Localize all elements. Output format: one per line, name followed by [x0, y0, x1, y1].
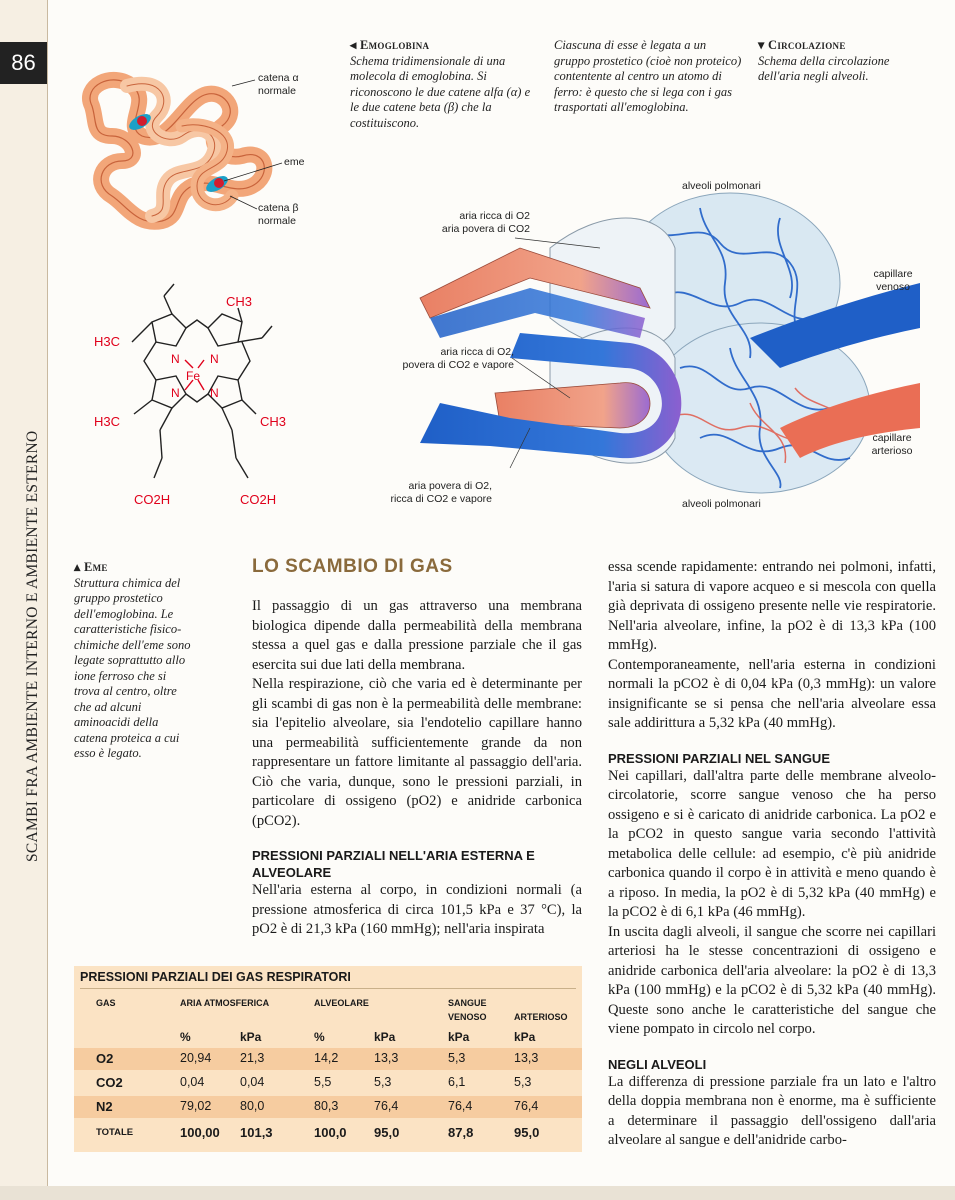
cell: 101,3 — [240, 1125, 273, 1140]
cell: 80,3 — [314, 1099, 339, 1113]
unit-kpa-1: kPa — [240, 1030, 262, 1044]
heme-co2h-2: CO2H — [240, 492, 277, 507]
article-col2 — [608, 558, 936, 1151]
cell: 95,0 — [374, 1125, 400, 1140]
caption-emoglobina-head: Emoglobina — [360, 38, 430, 52]
cell: 100,00 — [180, 1125, 220, 1140]
heme-ch3-top: CH3 — [226, 294, 253, 309]
cell: 87,8 — [448, 1125, 474, 1140]
cell: 76,4 — [374, 1099, 399, 1113]
table-rule — [80, 988, 576, 989]
th-atm: ARIA ATMOSFERICA — [180, 998, 270, 1008]
th-venoso: SANGUE VENOSO — [448, 998, 487, 1022]
unit-kpa-2: kPa — [374, 1030, 396, 1044]
heme-n-2: N — [210, 352, 219, 366]
article-title: LO SCAMBIO DI GAS — [252, 556, 453, 577]
th-gas: GAS — [96, 998, 116, 1008]
caption-eme-text: Struttura chimica del gruppo prostetico dell'emoglobina. Le caratteristiche fisico-chimiche dell'eme sono legate soprattutto allo ione ferroso che si trova al centro, oltre che ad alcuni aminoacidi della catena proteica a cui esso è legato. — [74, 575, 191, 760]
caption-circolazione: ▾ Circolazione Schema della circolazione dell'aria negli alveoli. — [758, 38, 890, 83]
section-vertical-title: SCAMBI FRA AMBIENTE INTERNO E AMBIENTE ESTERNO — [24, 430, 41, 862]
heme-n-1: N — [171, 352, 180, 366]
subhead-alveoli: NEGLI ALVEOLI — [608, 1056, 707, 1072]
cell: 95,0 — [514, 1125, 540, 1140]
cell: 76,4 — [448, 1099, 473, 1113]
table-row — [74, 1072, 582, 1094]
heme-h3c-1: H3C — [94, 334, 121, 349]
para-6: Nei capillari, dall'altra parte delle membrane alveolo-circolatorie, scorre sangue venoso che ha perso ossigeno e si è caricato di anidride carbonica. La pO2 e la pCO2 in questo sangue varia secondo l'attività metabolica delle cellule: ad esempio, c'è più anidride carbonica quando il corpo è in attività e meno quando è a riposo. In media, la pO2 è di 5,32 kPa (40 mmHg) e la pCO2 è di 6,1 kPa (46 mmHg). — [608, 767, 936, 920]
cell: 21,3 — [240, 1051, 265, 1065]
heme-co2h-1: CO2H — [134, 492, 171, 507]
para-8: La differenza di pressione parziale fra un lato e l'altro della doppia membrana non è enorme, ma è sufficiente a determinare il passaggio dell'ossigeno dall'aria alveolare al sangue e dell'anidride carbo- — [608, 1073, 936, 1148]
heme-fe: Fe — [186, 369, 201, 383]
para-1: Il passaggio di un gas attraverso una membrana biologica dipende dalla permeabilità della membrana stessa a quel gas e dalla pressione parziale che il gas esercita sui due lati della membrana. — [252, 598, 582, 673]
caption-circolazione-text: Schema della circolazione dell'aria negli alveoli. — [758, 53, 890, 83]
caption-emoglobina-cont: Ciascuna di esse è legata a un gruppo prostetico (cioè non proteico) contentente al centro un atomo di ferro: è questo che si lega con i gas trasportati all'emoglobina. — [554, 38, 742, 114]
cell: 5,3 — [374, 1075, 392, 1089]
cell: 5,3 — [448, 1051, 466, 1065]
label-capillare-venoso: capillare venoso — [873, 268, 913, 293]
th-arterioso: ARTERIOSO — [514, 1012, 568, 1022]
label-aria-ricca-o2: aria ricca di O2 aria povera di CO2 — [441, 210, 530, 235]
page-number: 86 — [0, 42, 47, 84]
unit-pct-1: % — [180, 1030, 191, 1044]
para-3: Nell'aria esterna al corpo, in condizioni normali (a pressione atmosferica di circa 101,5 kPa e 37 °C), la pO2 è di 21,3 kPa (160 mmHg); nell'aria inspirata — [252, 882, 582, 937]
para-2: Nella respirazione, ciò che varia ed è determinante per gli scambi di gas non è la permeabilità delle membrane: sia l'epitelio alveolare, sia l'endotelio capillare hanno una permeabilità sufficientemente grande da non rappresentare un fattore limitante al passaggio dell'aria. Ciò che varia, dunque, sono le pressioni parziali, in particolare di ossigeno (pO2) e anidride carbonica (pCO2). — [252, 676, 582, 829]
cell: 80,0 — [240, 1099, 265, 1113]
para-4: essa scende rapidamente: entrando nei polmoni, infatti, l'aria si satura di vapore acqueo e si mescola con quella già deprivata di ossigeno presente nelle vie respiratorie. Nell'aria alveolare, infine, la pO2 è di 13,3 kPa (100 mmHg). — [608, 559, 936, 653]
para-5: Contemporaneamente, nell'aria esterna in condizioni normali la pCO2 è di 0,04 kPa (0,3 mmHg): un valore insignificante se si pensa che nell'aria alveolare essa sale addirittura a 5,32 kPa (40 mmHg). — [608, 656, 936, 731]
unit-kpa-4: kPa — [514, 1030, 536, 1044]
cell: 5,3 — [514, 1075, 532, 1089]
cell: 5,5 — [314, 1075, 332, 1089]
caption-eme-head: Eme — [84, 560, 108, 574]
cell: 76,4 — [514, 1099, 539, 1113]
label-alveoli-bottom: alveoli polmonari — [682, 498, 761, 510]
th-alv: ALVEOLARE — [314, 998, 369, 1008]
cell: 13,3 — [514, 1051, 539, 1065]
row-gas: TOTALE — [96, 1127, 134, 1138]
row-gas: CO2 — [96, 1075, 123, 1090]
article-col1 — [252, 597, 582, 940]
subhead-sangue: PRESSIONI PARZIALI NEL SANGUE — [608, 750, 830, 766]
heme-ch3-right: CH3 — [260, 414, 287, 429]
label-catena-alfa: catena α normale — [258, 72, 299, 97]
cell: 13,3 — [374, 1051, 399, 1065]
caption-eme: ▴ Eme Struttura chimica del gruppo prostetico dell'emoglobina. Le caratteristiche fisico-chimiche dell'eme sono legate soprattutto allo ione ferroso che si trova al centro, oltre che ad alcuni aminoacidi della catena proteica a cui esso è legato. — [74, 560, 191, 760]
table-title: PRESSIONI PARZIALI DEI GAS RESPIRATORI — [80, 970, 351, 984]
row-gas: O2 — [96, 1051, 114, 1066]
gas-pressure-table — [74, 966, 582, 1152]
caption-emoglobina-text: Schema tridimensionale di una molecola di emoglobina. Si riconoscono le due catene alfa (α) e le due catene beta (β) che la costituiscono. — [350, 53, 531, 130]
caption-emoglobina: ◂ Emoglobina Schema tridimensionale di una molecola di emoglobina. Si riconoscono le due catene alfa (α) e le due catene beta (β) che la costituiscono. — [350, 38, 531, 130]
table-row — [74, 1048, 582, 1070]
label-eme: eme — [284, 156, 305, 168]
cell: 20,94 — [180, 1051, 212, 1065]
label-aria-mid: aria ricca di O2, povera di CO2 e vapore — [402, 346, 514, 371]
cell: 100,0 — [314, 1125, 347, 1140]
para-7: In uscita dagli alveoli, il sangue che scorre nei capillari arteriosi ha le stesse concentrazioni di ossigeno e anidride carbonica dell'aria alveolare: la pO2 è di 13,3 kPa (100 mmHg) e la pCO2 è di 5,32 kPa (40 mmHg). Queste sono anche le caratteristiche del sangue che viene pompato in circolo nel corpo. — [608, 923, 936, 1037]
unit-kpa-3: kPa — [448, 1030, 470, 1044]
heme-formula — [90, 280, 310, 520]
heme-n-4: N — [210, 386, 219, 400]
table-row-total — [74, 1122, 582, 1144]
cell: 14,2 — [314, 1051, 339, 1065]
cell: 79,02 — [180, 1099, 212, 1113]
cell: 0,04 — [240, 1075, 265, 1089]
subhead-aria: PRESSIONI PARZIALI NELL'ARIA ESTERNA E ALVEOLARE — [252, 848, 535, 880]
caption-circolazione-head: Circolazione — [768, 38, 846, 52]
table-row — [74, 1096, 582, 1118]
cell: 0,04 — [180, 1075, 205, 1089]
row-gas: N2 — [96, 1099, 113, 1114]
label-aria-out: aria povera di O2, ricca di CO2 e vapore — [390, 480, 492, 505]
label-alveoli-top: alveoli polmonari — [682, 180, 761, 192]
cell: 6,1 — [448, 1075, 466, 1089]
label-capillare-arterioso: capillare arterioso — [871, 432, 913, 457]
heme-n-3: N — [171, 386, 180, 400]
heme-h3c-2: H3C — [94, 414, 121, 429]
label-catena-beta: catena β normale — [258, 202, 299, 227]
bottom-margin — [0, 1186, 955, 1200]
unit-pct-2: % — [314, 1030, 325, 1044]
